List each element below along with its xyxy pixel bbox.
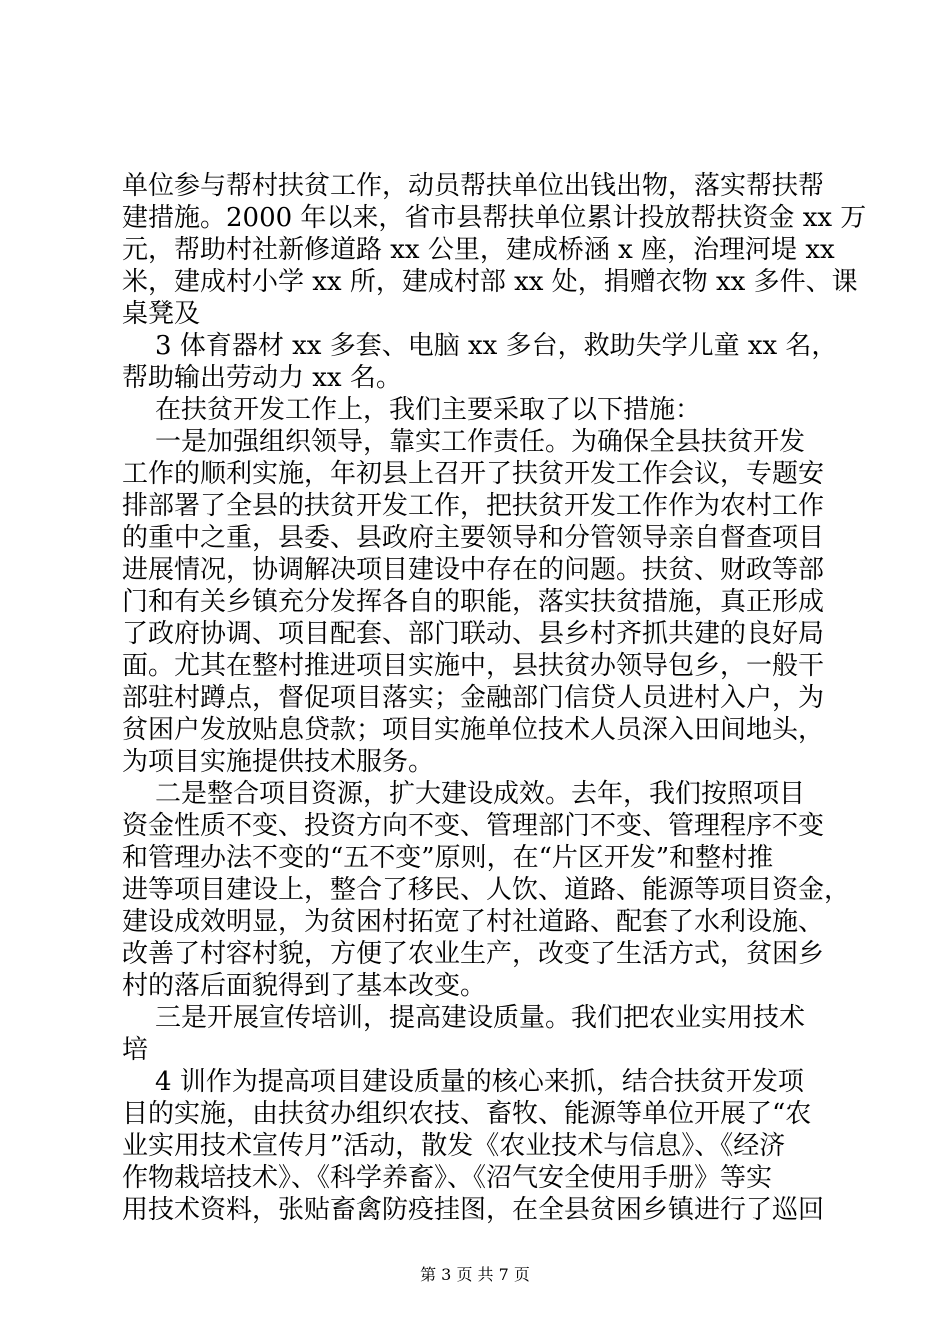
text-line: 用技术资料，张贴畜禽防疫挂图，在全县贫困乡镇进行了巡回 [122,1195,825,1225]
text-line: 面。尤其在整村推进项目实施中，县扶贫办领导包乡，一般干 [122,651,825,681]
text-line: 门和有关乡镇充分发挥各自的职能，落实扶贫措施，真正形成 [122,587,825,617]
text-line: 4 训作为提高项目建设质量的核心来抓，结合扶贫开发项 [122,1067,804,1097]
text-line: 建措施。2000 年以来，省市县帮扶单位累计投放帮扶资金 xx 万 [122,203,867,233]
page-footer: 第 3 页 共 7 页 [420,1265,530,1284]
text-line: 二是整合项目资源，扩大建设成效。去年，我们按照项目 [122,779,806,809]
text-line: 帮助输出劳动力 xx 名。 [122,363,402,393]
text-line: 的重中之重，县委、县政府主要领导和分管领导亲自督查项目 [122,523,825,553]
text-line: 进展情况，协调解决项目建设中存在的问题。扶贫、财政等部 [122,555,825,585]
text-line: 工作的顺利实施，年初县上召开了扶贫开发工作会议，专题安 [122,459,825,489]
text-line: 进等项目建设上，整合了移民、人饮、道路、能源等项目资金， [122,875,851,905]
text-line: 建设成效明显，为贫困村拓宽了村社道路、配套了水利设施、 [122,907,825,937]
text-line: 资金性质不变、投资方向不变、管理部门不变、管理程序不变 [122,811,825,841]
text-line: 改善了村容村貌，方便了农业生产，改变了生活方式，贫困乡 [122,939,825,969]
text-line: 培 [122,1035,149,1065]
text-line: 业实用技术宣传月”活动，散发《农业技术与信息》、《经济 [122,1131,786,1161]
document-body [122,170,867,1226]
text-line: 了政府协调、项目配套、部门联动、县乡村齐抓共建的良好局 [122,619,825,649]
text-line: 作物栽培技术》、《科学养畜》、《沼气安全使用手册》等实 [122,1163,773,1193]
text-line: 米，建成村小学 xx 所，建成村部 xx 处，捐赠衣物 xx 多件、课 [122,267,858,297]
text-line: 一是加强组织领导，靠实工作责任。为确保全县扶贫开发 [122,427,806,457]
text-line: 村的落后面貌得到了基本改变。 [122,971,487,1001]
text-line: 排部署了全县的扶贫开发工作，把扶贫开发工作作为农村工作 [122,491,825,521]
text-line: 部驻村蹲点，督促项目落实；金融部门信贷人员进村入户，为 [122,683,825,713]
text-line: 桌凳及 [122,299,201,329]
text-line: 元，帮助村社新修道路 xx 公里，建成桥涵 x 座，治理河堤 xx [122,235,835,265]
text-line: 贫困户发放贴息贷款；项目实施单位技术人员深入田间地头， [122,715,825,745]
text-line: 和管理办法不变的“五不变”原则，在“片区开发”和整村推 [122,843,774,873]
text-line: 三是开展宣传培训，提高建设质量。我们把农业实用技术 [122,1003,806,1033]
text-line: 在扶贫开发工作上，我们主要采取了以下措施： [122,395,702,425]
text-line: 为项目实施提供技术服务。 [122,747,435,777]
text-line: 单位参与帮村扶贫工作，动员帮扶单位出钱出物，落实帮扶帮 [122,171,825,201]
text-line: 3 体育器材 xx 多套、电脑 xx 多台，救助失学儿童 xx 名， [122,331,838,361]
text-line: 目的实施，由扶贫办组织农技、畜牧、能源等单位开展了“农 [122,1099,812,1129]
